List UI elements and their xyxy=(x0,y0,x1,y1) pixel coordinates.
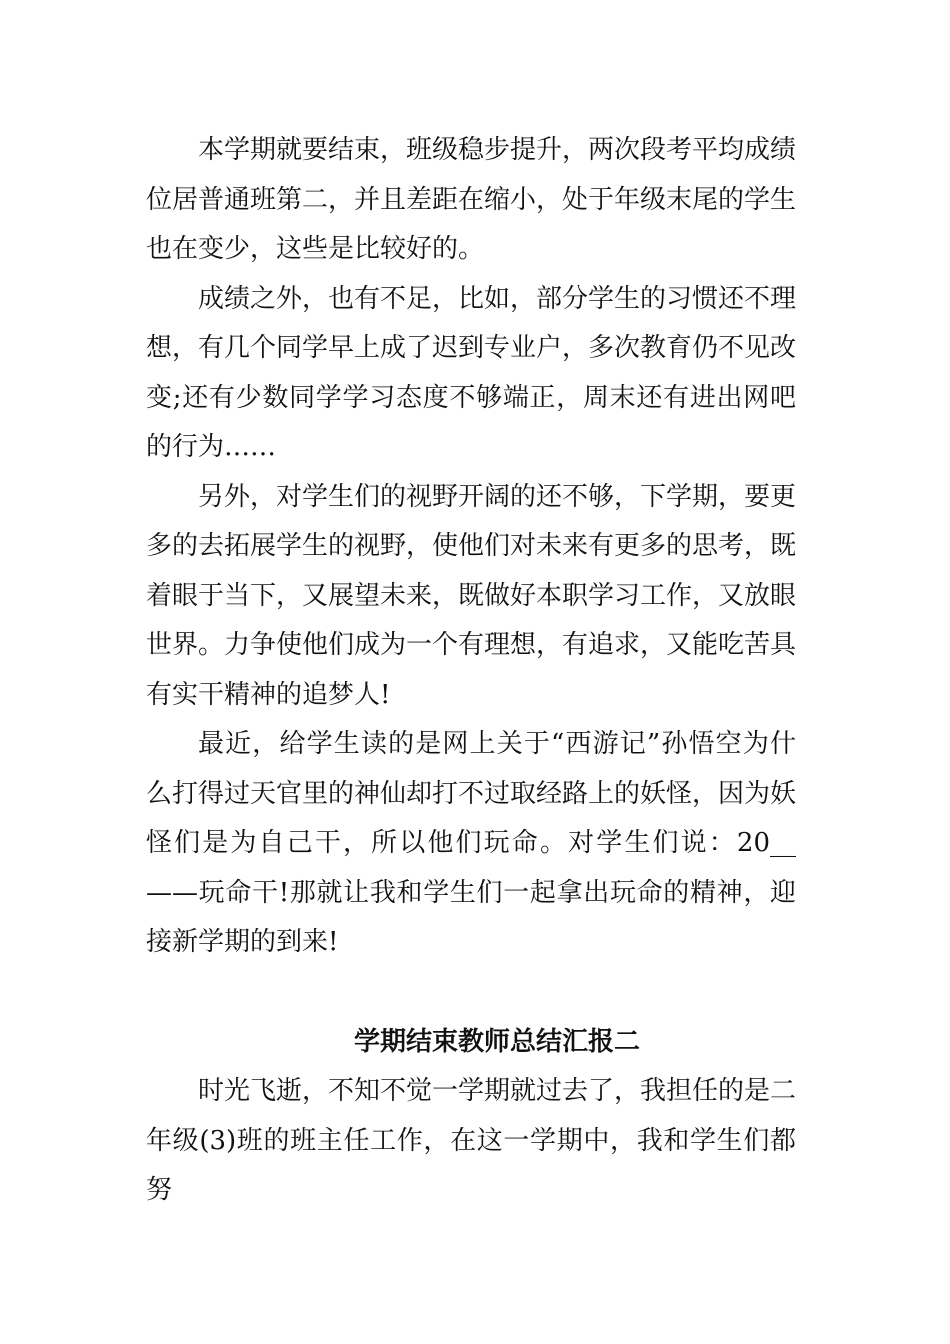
paragraph-5: 时光飞逝，不知不觉一学期就过去了，我担任的是二年级(3)班的班主任工作，在这一学期中，我和学生们都努 xyxy=(146,1076,797,1205)
paragraph-1: 本学期就要结束，班级稳步提升，两次段考平均成绩位居普通班第二，并且差距在缩小，处于年级末尾的学生也在变少，这些是比较好的。 xyxy=(146,135,797,264)
paragraph-4: 最近，给学生读的是网上关于“西游记”孙悟空为什么打得过天官里的神仙却打不过取经路上的妖怪，因为妖怪们是为自己干，所以他们玩命。对学生们说：20__——玩命干!那就让我和学生们一起拿出玩命的精神，迎接新学期的到来! xyxy=(146,729,797,957)
paragraph-3: 另外，对学生们的视野开阔的还不够，下学期，要更多的去拓展学生的视野，使他们对未来有更多的思考，既着眼于当下，又展望未来，既做好本职学习工作，又放眼世界。力争使他们成为一个有理想，有追求，又能吃苦具有实干精神的追梦人! xyxy=(146,481,797,710)
section-title: 学期结束教师总结汇报二 xyxy=(353,1026,640,1057)
document-body xyxy=(146,126,796,1216)
paragraph-2: 成绩之外，也有不足，比如，部分学生的习惯还不理想，有几个同学早上成了迟到专业户，多次教育仍不见改变;还有少数同学学习态度不够端正，周末还有进出网吧的行为…… xyxy=(146,283,797,462)
section-spacer xyxy=(146,968,796,1018)
